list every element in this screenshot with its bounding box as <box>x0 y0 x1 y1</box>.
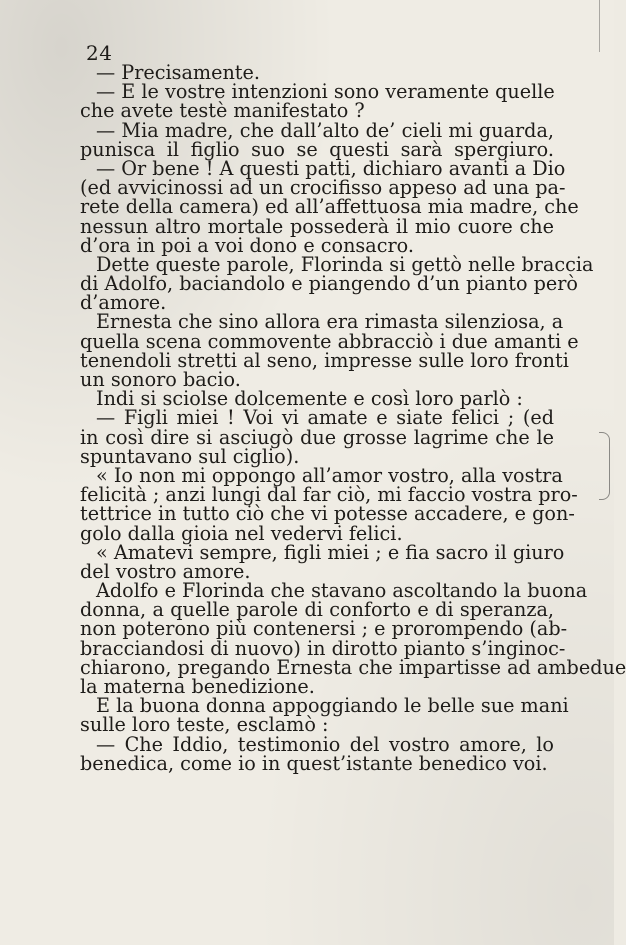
text-line: nessun altro mortale possederà il mio cuore che <box>80 214 554 238</box>
text-line: Ernesta che sino allora era rimasta silenziosa, a <box>96 310 564 334</box>
text-line: — Precisamente. <box>96 61 260 84</box>
text-line: Dette queste parole, Florinda si gettò nelle braccia <box>96 252 594 276</box>
text-line: « Amatevi sempre, figli miei ; e fia sacro il giuro <box>96 540 565 564</box>
text-line: « Io non mi oppongo all’amor vostro, alla vostra <box>96 463 563 487</box>
text-line: sulle loro teste, esclamò : <box>80 713 329 737</box>
text-line: — Figli miei ! Voi vi amate e siate felici ; (ed <box>96 406 554 430</box>
text-line: — Che Iddio, testimonio del vostro amore, lo <box>96 732 554 756</box>
text-line: un sonoro bacio. <box>80 368 241 391</box>
text-line: felicità ; anzi lungi dal far ciò, mi faccio vostra pro- <box>80 483 578 507</box>
text-line: quella scena commovente abbracciò i due amanti e <box>80 329 579 353</box>
text-line: di Adolfo, baciandolo e piangendo d’un pianto però <box>80 272 578 296</box>
text-line: chiarono, pregando Ernesta che impartisse ad ambedue <box>80 655 626 679</box>
text-line: (ed avvicinossi ad un crocifisso appeso ad una pa- <box>80 176 566 200</box>
text-line: spuntavano sul ciglio). <box>80 444 300 468</box>
text-line: donna, a quelle parole di conforto e di speranza, <box>80 598 554 622</box>
text-line: bracciandosi di nuovo) in dirotto pianto s’inginoc- <box>80 636 566 660</box>
text-line: — Mia madre, che dall’alto de’ cieli mi guarda, <box>96 118 554 142</box>
text-line: d’ora in poi a voi dono e consacro. <box>80 233 414 257</box>
text-line: del vostro amore. <box>80 559 251 583</box>
text-line: tenendoli stretti al seno, impresse sulle loro fronti <box>80 348 569 372</box>
body-text <box>80 61 626 775</box>
text-line: d’amore. <box>80 291 167 315</box>
text-line: Indi si sciolse dolcemente e così loro parlò : <box>96 387 523 411</box>
text-line: Adolfo e Florinda che stavano ascoltando la buona <box>96 579 588 603</box>
text-line: rete della camera) ed all’affettuosa mia madre, che <box>80 195 579 219</box>
text-line: golo dalla gioia nel vedervi felici. <box>80 521 403 545</box>
page-edge-mark <box>589 0 600 52</box>
text-line: non poterono più contenersi ; e prorompendo (ab- <box>80 617 568 641</box>
page-number: 24 <box>86 41 113 65</box>
text-line: in così dire si asciugò due grosse lagrime che le <box>80 425 554 449</box>
text-line: la materna benedizione. <box>80 675 315 698</box>
text-line: punisca il figlio suo se questi sarà spergiuro. <box>80 137 554 161</box>
text-line: E la buona donna appoggiando le belle sue mani <box>96 694 569 718</box>
text-line: tettrice in tutto ciò che vi potesse accadere, e gon- <box>80 502 575 526</box>
text-line: benedica, come io in quest’istante benedico voi. <box>80 751 548 775</box>
text-line: — Or bene ! A questi patti, dichiaro avanti a Dio <box>96 156 566 180</box>
text-line: che avete testè manifestato ? <box>80 99 365 123</box>
text-line: — E le vostre intenzioni sono veramente quelle <box>96 80 555 104</box>
margin-bracket-mark <box>599 432 610 500</box>
